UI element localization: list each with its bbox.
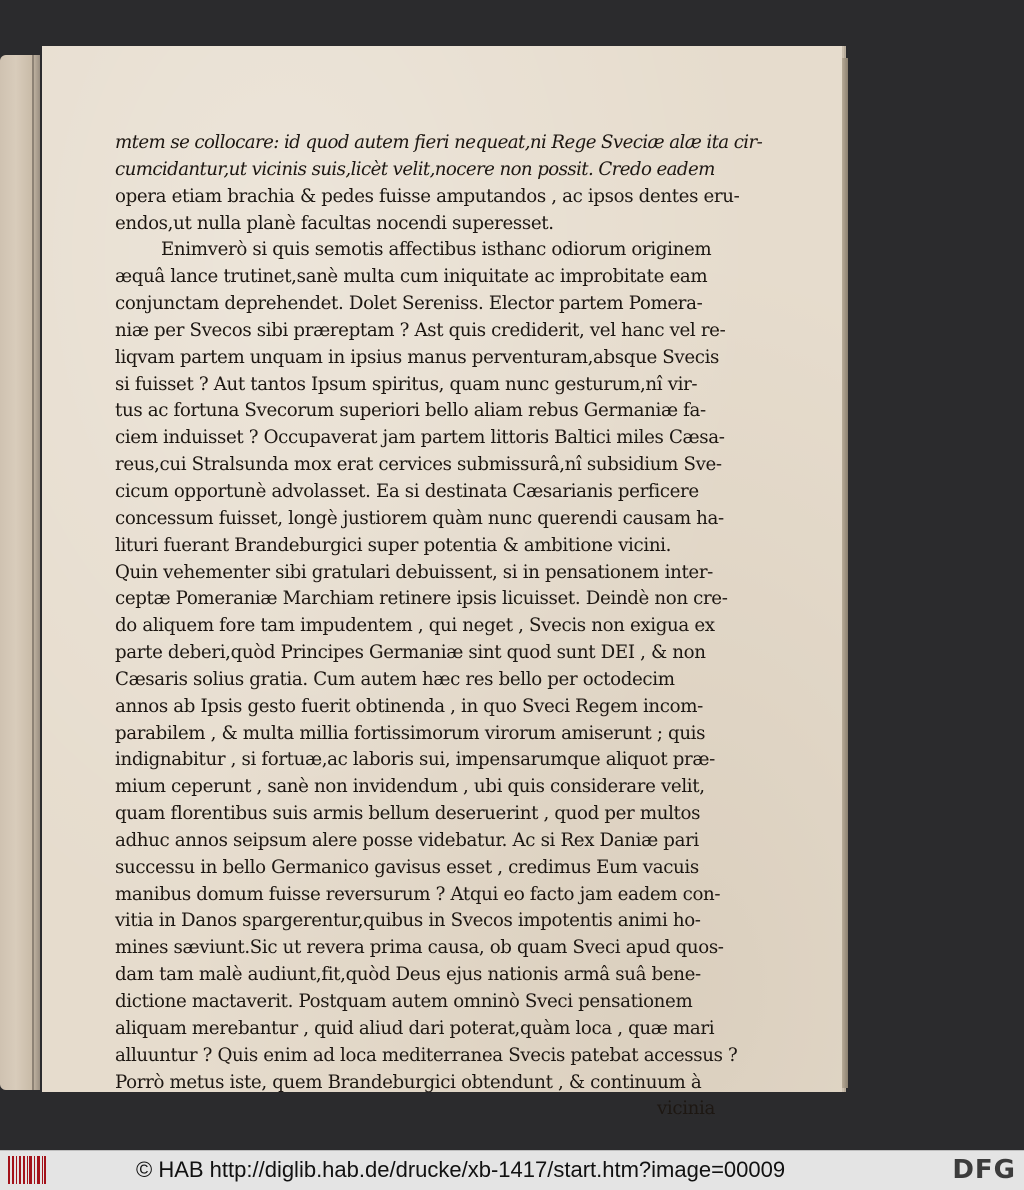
text-line: reus,cui Stralsunda mox erat cervices submissurâ,nî subsidium Sve- xyxy=(115,454,722,476)
text-line: mines sæviunt.Sic ut revera prima causa, ob quam Sveci apud quos- xyxy=(115,937,724,959)
catchword: vicinia xyxy=(656,1098,715,1120)
text-line: alluuntur ? Quis enim ad loca mediterranea Svecis patebat accessus ? xyxy=(115,1044,738,1066)
text-line: parabilem , & multa millia fortissimorum virorum amiserunt ; quis xyxy=(115,722,706,744)
text-line: Enimverò si quis semotis affectibus isthanc odiorum originem xyxy=(161,239,712,261)
text-line: annos ab Ipsis gesto fuerit obtinenda , in quo Sveci Regem incom- xyxy=(115,695,703,717)
text-line: conjunctam deprehendet. Dolet Sereniss. Elector partem Pomera- xyxy=(115,293,703,315)
text-line: manibus domum fuisse reversurum ? Atqui eo facto jam eadem con- xyxy=(115,883,721,905)
text-line: dictione mactaverit. Postquam autem omninò Sveci pensationem xyxy=(115,991,693,1012)
text-line: liqvam partem unquam in ipsius manus perventuram,absque Svecis xyxy=(115,346,720,368)
text-line: indignabitur , si fortuæ,ac laboris sui, impensarumque aliquot præ- xyxy=(115,749,715,771)
text-line: si fuisset ? Aut tantos Ipsum spiritus, quam nunc gesturum,nî vir- xyxy=(115,373,698,395)
text-line: quam florentibus suis armis bellum deseruerint , quod per multos xyxy=(115,803,701,825)
dfg-logo: DFG xyxy=(952,1155,1016,1185)
text-line: mium ceperunt , sanè non invidendum , ubi quis considerare velit, xyxy=(115,776,705,798)
text-line: Porrò metus iste, quem Brandeburgici obtendunt , & continuum à xyxy=(115,1071,702,1093)
text-line: niæ per Svecos sibi præreptam ? Ast quis crediderit, vel hanc vel re- xyxy=(115,319,726,341)
text-line: endos,ut nulla planè facultas nocendi superesset. xyxy=(115,212,554,234)
text-line: ciem induisset ? Occupaverat jam partem littoris Baltici miles Cæsa- xyxy=(115,427,725,449)
text-line: opera etiam brachia & pedes fuisse amputandos , ac ipsos dentes eru- xyxy=(115,185,740,207)
text-line: Cæsaris solius gratia. Cum autem hæc res bello per octodecim xyxy=(115,668,675,690)
text-line: cicum opportunè advolasset. Ea si destinata Cæsarianis perficere xyxy=(115,480,699,502)
page-text xyxy=(115,130,763,1123)
text-line: adhuc annos seipsum alere posse videbatur. Ac si Rex Daniæ pari xyxy=(115,829,699,851)
page-stack-edge xyxy=(842,58,848,1088)
text-line: do aliquem fore tam impudentem , qui neget , Svecis non exigua ex xyxy=(115,615,715,637)
text-line: aliquam merebantur , quid aliud dari poterat,quàm loca , quæ mari xyxy=(115,1017,715,1039)
text-line: successu in bello Germanico gavisus esset , credimus Eum vacuis xyxy=(115,856,699,878)
text-line: vitia in Danos spargerentur,quibus in Svecos impotentis animi ho- xyxy=(115,910,701,932)
book-page xyxy=(42,46,842,1120)
text-line: dam tam malè audiunt,fit,quòd Deus ejus nationis armâ suâ bene- xyxy=(115,964,701,986)
text-line: Quin vehementer sibi gratulari debuissent, si in pensationem inter- xyxy=(115,561,713,583)
text-line: lituri fuerant Brandeburgici super potentia & ambitione vicini. xyxy=(115,534,672,556)
copyright-url[interactable]: © HAB http://diglib.hab.de/drucke/xb-1417/start.htm?image=00009 xyxy=(136,1157,786,1182)
text-line: mtem se collocare: id quod autem fieri nequeat,ni Rege Sveciæ alæ ita cir- xyxy=(115,132,763,153)
footer-bar xyxy=(0,1150,1024,1190)
text-line: cumcidantur,ut vicinis suis,licèt velit,nocere non possit. Credo eadem xyxy=(115,158,715,180)
text-line: concessum fuisset, longè justiorem quàm nunc querendi causam ha- xyxy=(115,507,724,529)
text-line: tus ac fortuna Svecorum superiori bello aliam rebus Germaniæ fa- xyxy=(115,400,706,422)
text-line: parte deberi,quòd Principes Germaniæ sint quod sunt DEI , & non xyxy=(115,642,706,664)
previous-page-edge xyxy=(0,55,40,1090)
text-line: ceptæ Pomeraniæ Marchiam retinere ipsis licuisset. Deindè non cre- xyxy=(115,588,728,610)
text-line: æquâ lance trutinet,sanè multa cum iniquitate ac improbitate eam xyxy=(115,266,708,288)
hab-logo-icon xyxy=(8,1156,46,1184)
